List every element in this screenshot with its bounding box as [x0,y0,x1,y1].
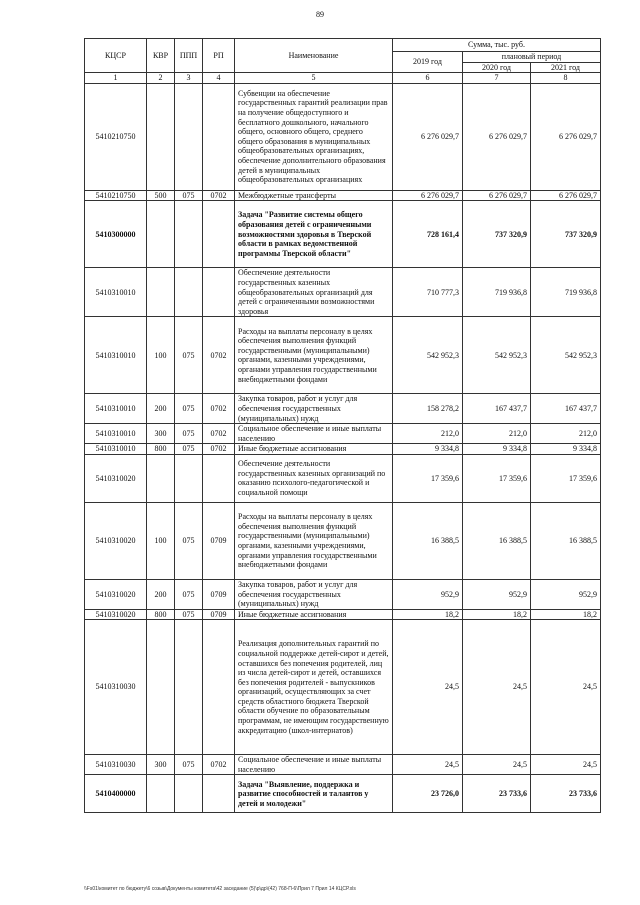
header-planned: плановый период [463,52,601,63]
row-2021: 17 359,6 [531,454,601,502]
row-2020: 16 388,5 [463,502,531,579]
row-2019: 952,9 [393,579,463,609]
row-2021: 952,9 [531,579,601,609]
row-ppp [175,201,203,268]
table-row [85,190,601,201]
row-kvr [147,454,175,502]
row-2019: 23 726,0 [393,775,463,813]
table-row [85,620,601,755]
row-ppp [175,268,203,317]
row-rp: 0702 [203,190,235,201]
row-kcsr: 5410400000 [85,775,147,813]
header-kcsr: КЦСР [85,39,147,73]
colnum-4: 4 [203,73,235,84]
row-kvr [147,201,175,268]
row-2021: 18,2 [531,609,601,620]
row-2019: 9 334,8 [393,444,463,455]
row-ppp [175,620,203,755]
row-kvr: 200 [147,394,175,424]
row-kvr: 300 [147,755,175,775]
colnum-1: 1 [85,73,147,84]
row-kvr: 500 [147,190,175,201]
colnum-5: 5 [235,73,393,84]
row-rp [203,620,235,755]
row-kcsr: 5410310030 [85,620,147,755]
row-2020: 9 334,8 [463,444,531,455]
row-2019: 728 161,4 [393,201,463,268]
row-name: Обеспечение деятельности государственных казенных общеобразовательных организаций для детей с ограниченными возможностями здоровья [235,268,393,317]
row-kcsr: 5410310020 [85,502,147,579]
header-kvr: КВР [147,39,175,73]
row-name: Социальное обеспечение и иные выплаты населению [235,424,393,444]
row-kvr: 100 [147,502,175,579]
table-row [85,424,601,444]
table-row [85,201,601,268]
header-ppp: ППП [175,39,203,73]
row-rp: 0702 [203,444,235,455]
row-name: Задача "Развитие системы общего образования детей с ограниченными возможностями здоровья в Тверской области в рамках ведомственной программы Тверской области" [235,201,393,268]
row-rp: 0702 [203,317,235,394]
row-rp [203,268,235,317]
row-2020: 167 437,7 [463,394,531,424]
row-2021: 24,5 [531,755,601,775]
row-2021: 737 320,9 [531,201,601,268]
row-ppp: 075 [175,502,203,579]
row-name: Реализация дополнительных гарантий по социальной поддержке детей-сирот и детей, оставшихся без попечения родителей, лиц из числа детей-сирот и детей, оставшихся без попечения родителей - выпускников организаций, осуществляющих за счет средств областного бюджета Тверской области обучение по образовательным программам, не имеющим государственную аккредитацию (школ-интернатов) [235,620,393,755]
row-name: Социальное обеспечение и иные выплаты населению [235,755,393,775]
row-2019: 158 278,2 [393,394,463,424]
row-kcsr: 5410310020 [85,609,147,620]
row-kvr [147,83,175,190]
header-rp: РП [203,39,235,73]
row-name: Межбюджетные трансферты [235,190,393,201]
row-2019: 16 388,5 [393,502,463,579]
header-sum: Сумма, тыс. руб. [393,39,601,52]
table-row [85,502,601,579]
row-kcsr: 5410310010 [85,268,147,317]
row-2019: 17 359,6 [393,454,463,502]
row-name: Закупка товаров, работ и услуг для обеспечения государственных (муниципальных) нужд [235,579,393,609]
row-ppp: 075 [175,190,203,201]
row-kcsr: 5410300000 [85,201,147,268]
row-2021: 23 733,6 [531,775,601,813]
colnum-3: 3 [175,73,203,84]
table-row [85,83,601,190]
row-rp: 0702 [203,394,235,424]
row-name: Задача "Выявление, поддержка и развитие способностей и талантов у детей и молодежи" [235,775,393,813]
row-rp: 0709 [203,502,235,579]
file-path-footer: \\Fs01\комитет по бюджету\6 созыв\Документы комитета\42 заседание (5)\р\др\(42) 768-П-6\Прил 7 Прил 14 КЦСР.xls [84,886,356,892]
row-kvr: 800 [147,609,175,620]
row-rp [203,201,235,268]
row-rp [203,83,235,190]
row-2021: 212,0 [531,424,601,444]
colnum-6: 6 [393,73,463,84]
row-2020: 23 733,6 [463,775,531,813]
row-ppp: 075 [175,444,203,455]
row-2021: 542 952,3 [531,317,601,394]
row-2020: 952,9 [463,579,531,609]
row-kvr [147,775,175,813]
table-row [85,454,601,502]
row-2020: 17 359,6 [463,454,531,502]
row-rp: 0702 [203,755,235,775]
row-ppp: 075 [175,609,203,620]
row-name: Закупка товаров, работ и услуг для обеспечения государственных (муниципальных) нужд [235,394,393,424]
row-kcsr: 5410310020 [85,579,147,609]
row-name: Расходы на выплаты персоналу в целях обеспечения выполнения функций государственными (муниципальными) органами, казенными учреждениями, органами управления государственными внебюджетными фондами [235,317,393,394]
row-name: Иные бюджетные ассигнования [235,444,393,455]
colnum-8: 8 [531,73,601,84]
row-2019: 542 952,3 [393,317,463,394]
row-kcsr: 5410310010 [85,317,147,394]
row-2020: 719 936,8 [463,268,531,317]
row-name: Субвенции на обеспечение государственных гарантий реализации прав на получение общедоступного и бесплатного дошкольного, начального общего, основного общего, среднего общего образования в муниципальных общеобразовательных организациях, обеспечение дополнительного образования детей в муниципальных общеобразовательных организациях [235,83,393,190]
table-row [85,394,601,424]
row-kvr [147,268,175,317]
row-2020: 737 320,9 [463,201,531,268]
row-2021: 6 276 029,7 [531,190,601,201]
row-rp [203,775,235,813]
table-row [85,268,601,317]
row-rp: 0702 [203,424,235,444]
table-row [85,579,601,609]
row-ppp: 075 [175,424,203,444]
row-ppp [175,454,203,502]
table-row [85,444,601,455]
row-name: Иные бюджетные ассигнования [235,609,393,620]
row-kvr: 300 [147,424,175,444]
row-2019: 212,0 [393,424,463,444]
row-2019: 18,2 [393,609,463,620]
table-row [85,317,601,394]
row-kcsr: 5410310030 [85,755,147,775]
colnum-7: 7 [463,73,531,84]
table-body [85,83,601,813]
row-2020: 24,5 [463,755,531,775]
row-kcsr: 5410310020 [85,454,147,502]
row-2020: 6 276 029,7 [463,83,531,190]
table-row [85,609,601,620]
row-kcsr: 5410210750 [85,190,147,201]
page-number: 89 [316,10,324,19]
row-2019: 24,5 [393,755,463,775]
header-2019: 2019 год [393,52,463,73]
row-rp: 0709 [203,579,235,609]
row-rp [203,454,235,502]
table-row [85,755,601,775]
row-2019: 710 777,3 [393,268,463,317]
row-ppp [175,83,203,190]
colnum-2: 2 [147,73,175,84]
row-name: Расходы на выплаты персоналу в целях обеспечения выполнения функций государственными (муниципальными) органами, казенными учреждениями, органами управления государственными внебюджетными фондами [235,502,393,579]
row-ppp: 075 [175,394,203,424]
row-2019: 24,5 [393,620,463,755]
row-2020: 24,5 [463,620,531,755]
row-kcsr: 5410310010 [85,394,147,424]
header-2020: 2020 год [463,62,531,73]
header-name: Наименование [235,39,393,73]
row-ppp: 075 [175,579,203,609]
row-kcsr: 5410210750 [85,83,147,190]
budget-table [84,38,601,813]
row-kcsr: 5410310010 [85,424,147,444]
row-kvr: 800 [147,444,175,455]
row-2020: 18,2 [463,609,531,620]
row-name: Обеспечение деятельности государственных казенных организаций по оказанию психолого-педагогической и социальной помощи [235,454,393,502]
row-2021: 719 936,8 [531,268,601,317]
row-2020: 212,0 [463,424,531,444]
table-row [85,775,601,813]
row-kvr [147,620,175,755]
row-2021: 16 388,5 [531,502,601,579]
row-2021: 24,5 [531,620,601,755]
row-2021: 167 437,7 [531,394,601,424]
row-2021: 6 276 029,7 [531,83,601,190]
header-2021: 2021 год [531,62,601,73]
row-ppp: 075 [175,317,203,394]
row-ppp: 075 [175,755,203,775]
row-kcsr: 5410310010 [85,444,147,455]
row-2020: 542 952,3 [463,317,531,394]
row-2020: 6 276 029,7 [463,190,531,201]
row-kvr: 100 [147,317,175,394]
row-kvr: 200 [147,579,175,609]
row-2021: 9 334,8 [531,444,601,455]
row-2019: 6 276 029,7 [393,190,463,201]
row-2019: 6 276 029,7 [393,83,463,190]
row-rp: 0709 [203,609,235,620]
row-ppp [175,775,203,813]
